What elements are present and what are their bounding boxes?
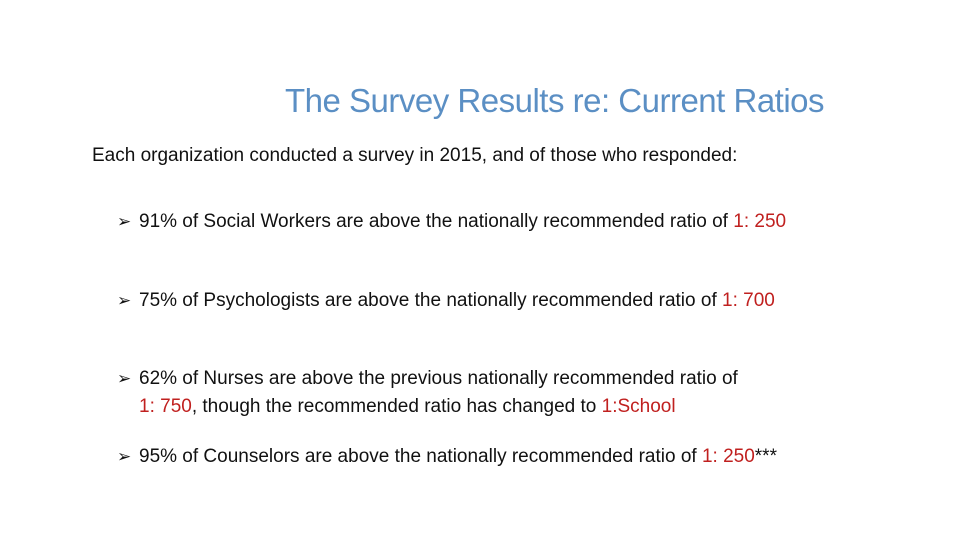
arrow-bullet-icon: ➢ <box>117 447 132 467</box>
ratio-value: 1: 250 <box>701 446 755 467</box>
ratio-value: 1: 700 <box>722 290 775 311</box>
bullet-text-continued: , though the recommended ratio has changed to <box>191 396 602 417</box>
bullet-text: 62% of Nurses are above the previous nationally recommended ratio of <box>139 368 738 389</box>
bullet-item-counselors <box>117 443 777 471</box>
bullet-text: 91% of Social Workers are above the nationally recommended ratio of <box>139 211 734 232</box>
arrow-bullet-icon: ➢ <box>117 369 132 389</box>
bullet-item-social-workers <box>117 208 786 236</box>
ratio-value: 1: 250 <box>733 211 787 232</box>
bullet-continuation <box>117 393 738 420</box>
intro-text: Each organization conducted a survey in 2015, and of those who responded: <box>92 145 738 166</box>
arrow-bullet-icon: ➢ <box>117 212 132 232</box>
bullet-item-psychologists <box>117 287 775 315</box>
bullet-item-nurses <box>117 365 738 420</box>
arrow-bullet-icon: ➢ <box>117 291 132 311</box>
footnote-marker: *** <box>754 446 777 467</box>
bullet-text: 75% of Psychologists are above the nationally recommended ratio of <box>139 290 722 311</box>
slide-title: The Survey Results re: Current Ratios <box>285 82 825 119</box>
ratio-value-new: 1:School <box>601 396 676 417</box>
ratio-value: 1: 750 <box>139 396 192 417</box>
bullet-text: 95% of Counselors are above the nationally recommended ratio of <box>139 446 702 467</box>
